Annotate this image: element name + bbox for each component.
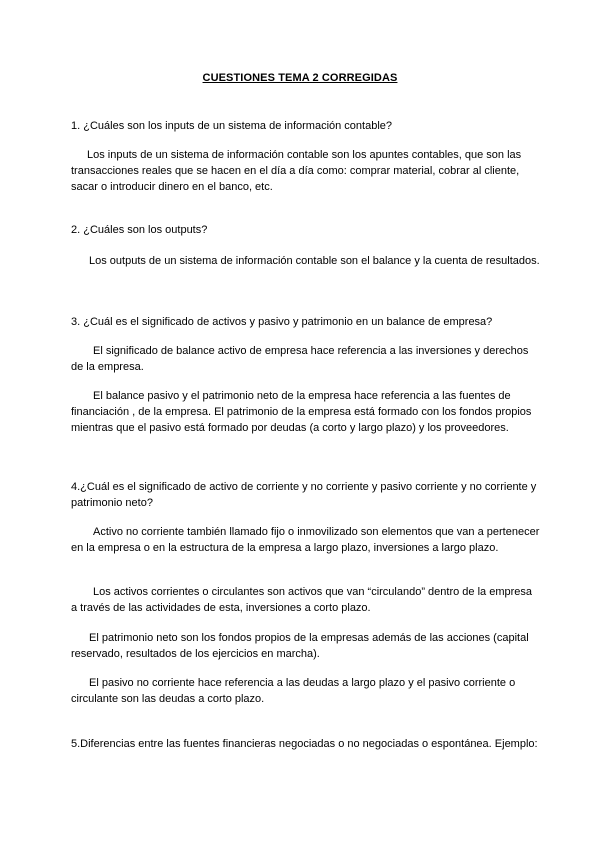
answer-3a: El significado de balance activo de empresa hace referencia a las inversiones y derechos de la empresa.: [71, 345, 529, 373]
document-title: CUESTIONES TEMA 2 CORREGIDAS: [202, 72, 398, 84]
question-4: 4.¿Cuál es el significado de activo de corriente y no corriente y pasivo corriente y no corriente y patrimonio neto?: [71, 481, 537, 509]
answer-4b: Los activos corrientes o circulantes son activos que van “circulando” dentro de la empresa a través de las actividades de esta, inversiones a corto plazo.: [71, 586, 533, 614]
question-1: 1. ¿Cuáles son los inputs de un sistema de información contable?: [71, 120, 393, 132]
question-3: 3. ¿Cuál es el significado de activos y pasivo y patrimonio en un balance de empresa?: [71, 316, 493, 328]
question-2: 2. ¿Cuáles son los outputs?: [71, 224, 208, 236]
answer-2: Los outputs de un sistema de información contable son el balance y la cuenta de resultados.: [89, 255, 540, 267]
answer-4c: El patrimonio neto son los fondos propios de la empresas además de las acciones (capital reservado, resultados de los ejercicios en marcha).: [71, 632, 529, 660]
question-5: 5.Diferencias entre las fuentes financieras negociadas o no negociadas o espontánea. Ejemplo:: [71, 738, 538, 750]
answer-1: Los inputs de un sistema de información contable son los apuntes contables, que son las transacciones reales que se hacen en el día a día como: comprar material, cobrar al cliente, sacar o introducir dinero en el banco, etc.: [71, 149, 522, 193]
answer-4a: Activo no corriente también llamado fijo o inmovilizado son elementos que van a pertenecer en la empresa o en la estructura de la empresa a largo plazo, inversiones a largo plazo.: [71, 526, 540, 554]
answer-4d: El pasivo no corriente hace referencia a las deudas a largo plazo y el pasivo corriente o circulante son las deudas a corto plazo.: [71, 677, 516, 705]
answer-3b: El balance pasivo y el patrimonio neto de la empresa hace referencia a las fuentes de financiación , de la empresa. El patrimonio de la empresa está formado con los fondos propios mientras que el pasivo está formado por deudas (a corto y largo plazo) y los proveedores.: [71, 390, 532, 434]
